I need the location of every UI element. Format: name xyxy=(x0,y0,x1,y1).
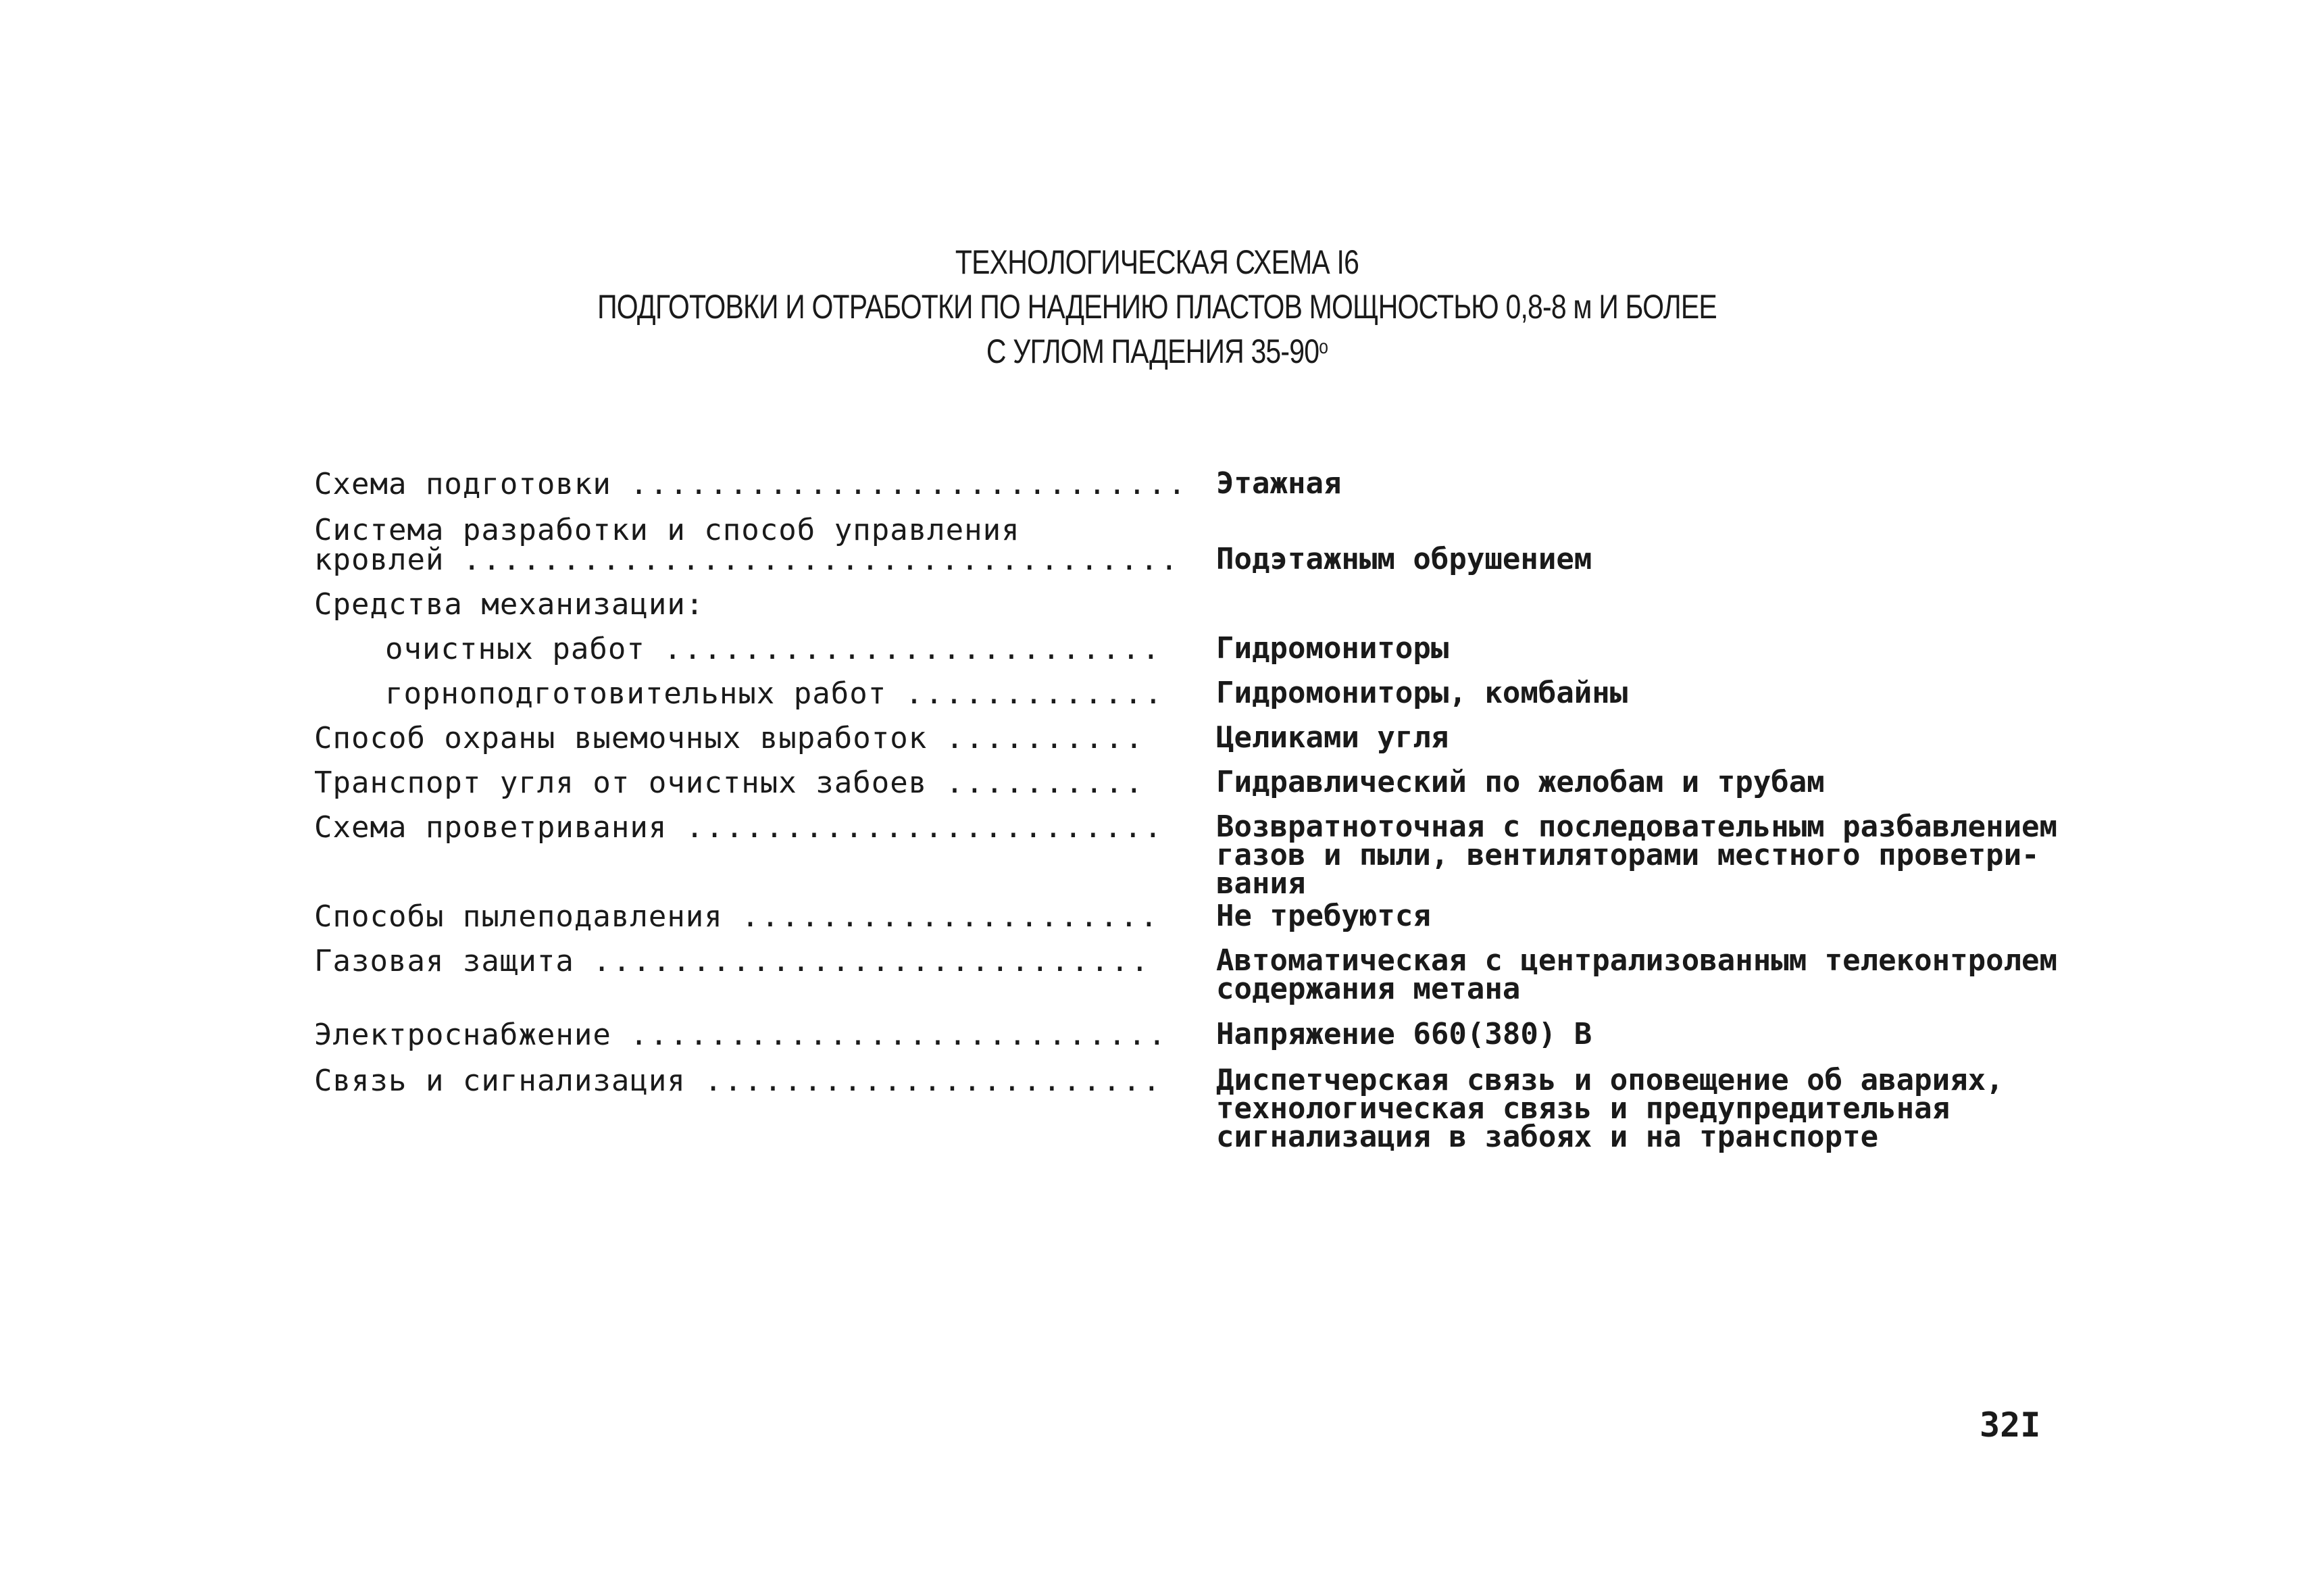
spec-value: Гидравлический по желобам и трубам xyxy=(1216,765,1825,799)
title-line-3-text: С УГЛОМ ПАДЕНИЯ 35-90 xyxy=(986,332,1319,370)
spec-label: Связь и сигнализация ....................... xyxy=(314,1064,1163,1098)
spec-label: Схема подготовки ............................ xyxy=(314,467,1188,501)
spec-value: Гидромониторы, комбайны xyxy=(1216,676,1628,710)
spec-label: Электроснабжение ........................... xyxy=(314,1018,1168,1052)
spec-value: Целиками угля xyxy=(1216,720,1449,755)
title-line-2: ПОДГОТОВКИ И ОТРАБОТКИ ПО НАДЕНИЮ ПЛАСТОВ МОЩНОСТЬЮ 0,8-8 м И БОЛЕЕ xyxy=(597,288,1717,326)
spec-label: Средства механизации: xyxy=(314,587,705,622)
spec-value: Возвратноточная с последовательным разбавлением газов и пыли, вентиляторами местного проветри- вания xyxy=(1216,809,2058,901)
spec-label: кровлей .................................... xyxy=(314,543,1180,577)
spec-label: горноподготовительных работ ............. xyxy=(385,676,1165,711)
spec-label: Схема проветривания ........................ xyxy=(314,810,1164,845)
spec-label: Способы пылеподавления ..................... xyxy=(314,899,1160,934)
spec-label-line1: Система разработки и способ управления xyxy=(314,513,1020,547)
spec-label: Способ охраны выемочных выработок .......... xyxy=(314,721,1145,755)
degree-mark: о xyxy=(1319,336,1328,358)
title-line-1: ТЕХНОЛОГИЧЕСКАЯ СХЕМА I6 xyxy=(955,243,1359,281)
spec-label: очистных работ ......................... xyxy=(385,632,1162,666)
spec-value: Не требуются xyxy=(1216,899,1431,933)
document-title xyxy=(0,240,2314,374)
spec-value: Автоматическая с централизованным телеконтролем содержания метана xyxy=(1216,943,2058,1006)
spec-label: Газовая защита ............................ xyxy=(314,944,1151,978)
spec-value: Этажная xyxy=(1216,466,1342,501)
spec-value: Подэтажным обрушением xyxy=(1216,542,1592,576)
spec-value: Диспетчерская связь и оповещение об авариях, технологическая связь и предупредительная сигнализация в забоях и на транспорте xyxy=(1216,1063,2004,1154)
title-line-3 xyxy=(208,329,2106,374)
spec-label: Транспорт угля от очистных забоев .......... xyxy=(314,766,1145,800)
spec-value: Гидромониторы xyxy=(1216,631,1449,666)
page-number: 32I xyxy=(1980,1405,2041,1445)
spec-value: Напряжение 660(380) В xyxy=(1216,1017,1592,1051)
